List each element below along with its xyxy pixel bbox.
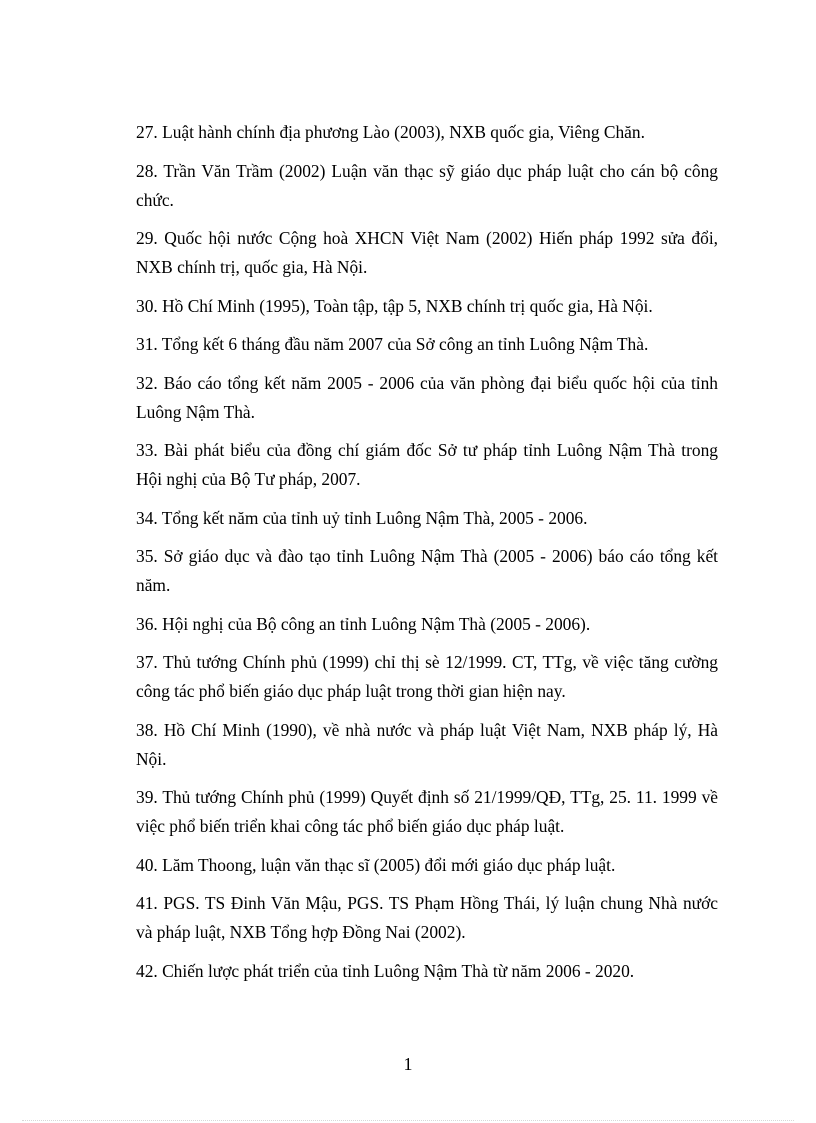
reference-item: 33. Bài phát biểu của đồng chí giám đốc Sở tư pháp tỉnh Luông Nậm Thà trong Hội nghị của Bộ Tư pháp, 2007.	[136, 440, 718, 489]
reference-item: 28. Trần Văn Trầm (2002) Luận văn thạc sỹ giáo dục pháp luật cho cán bộ công chức.	[136, 160, 718, 210]
reference-item: 39. Thủ tướng Chính phủ (1999) Quyết định số 21/1999/QĐ, TTg, 25. 11. 1999 về việc phổ biến triển khai công tác phổ biến giáo dục pháp luật.	[136, 787, 718, 836]
reference-item: 42. Chiến lược phát triển của tỉnh Luông Nậm Thà từ năm 2006 - 2020.	[136, 960, 635, 981]
reference-item: 30. Hồ Chí Minh (1995), Toàn tập, tập 5, NXB chính trị quốc gia, Hà Nội.	[136, 295, 653, 316]
page-bottom-border	[22, 1120, 794, 1121]
reference-item: 37. Thủ tướng Chính phủ (1999) chỉ thị sè 12/1999. CT, TTg, về việc tăng cường công tác phổ biến giáo dục pháp luật trong thời gian hiện nay.	[136, 652, 718, 701]
reference-item: 34. Tổng kết năm của tỉnh uỷ tỉnh Luông Nậm Thà, 2005 - 2006.	[136, 507, 588, 528]
reference-item: 32. Báo cáo tổng kết năm 2005 - 2006 của văn phòng đại biểu quốc hội của tỉnh Luông Nậm Thà.	[136, 372, 718, 422]
reference-item: 41. PGS. TS Đinh Văn Mậu, PGS. TS Phạm Hồng Thái, lý luận chung Nhà nước và pháp luật, NXB Tổng hợp Đồng Nai (2002).	[136, 893, 718, 942]
reference-item: 38. Hồ Chí Minh (1990), về nhà nước và pháp luật Việt Nam, NXB pháp lý, Hà Nội.	[136, 719, 718, 769]
reference-item: 35. Sở giáo dục và đào tạo tỉnh Luông Nậm Thà (2005 - 2006) báo cáo tổng kết năm.	[136, 546, 718, 595]
reference-item: 31. Tổng kết 6 tháng đầu năm 2007 của Sở công an tỉnh Luông Nậm Thà.	[136, 334, 649, 354]
reference-item: 29. Quốc hội nước Cộng hoà XHCN Việt Nam (2002) Hiến pháp 1992 sửa đổi, NXB chính trị, quốc gia, Hà Nội.	[136, 228, 718, 277]
page-number: 1	[403, 1054, 413, 1074]
reference-item: 40. Lăm Thoong, luận văn thạc sĩ (2005) đổi mới giáo dục pháp luật.	[136, 854, 616, 875]
reference-item: 36. Hội nghị của Bộ công an tỉnh Luông Nậm Thà (2005 - 2006).	[136, 613, 591, 634]
reference-item: 27. Luật hành chính địa phương Lào (2003), NXB quốc gia, Viêng Chăn.	[136, 122, 645, 142]
reference-list	[136, 118, 718, 995]
